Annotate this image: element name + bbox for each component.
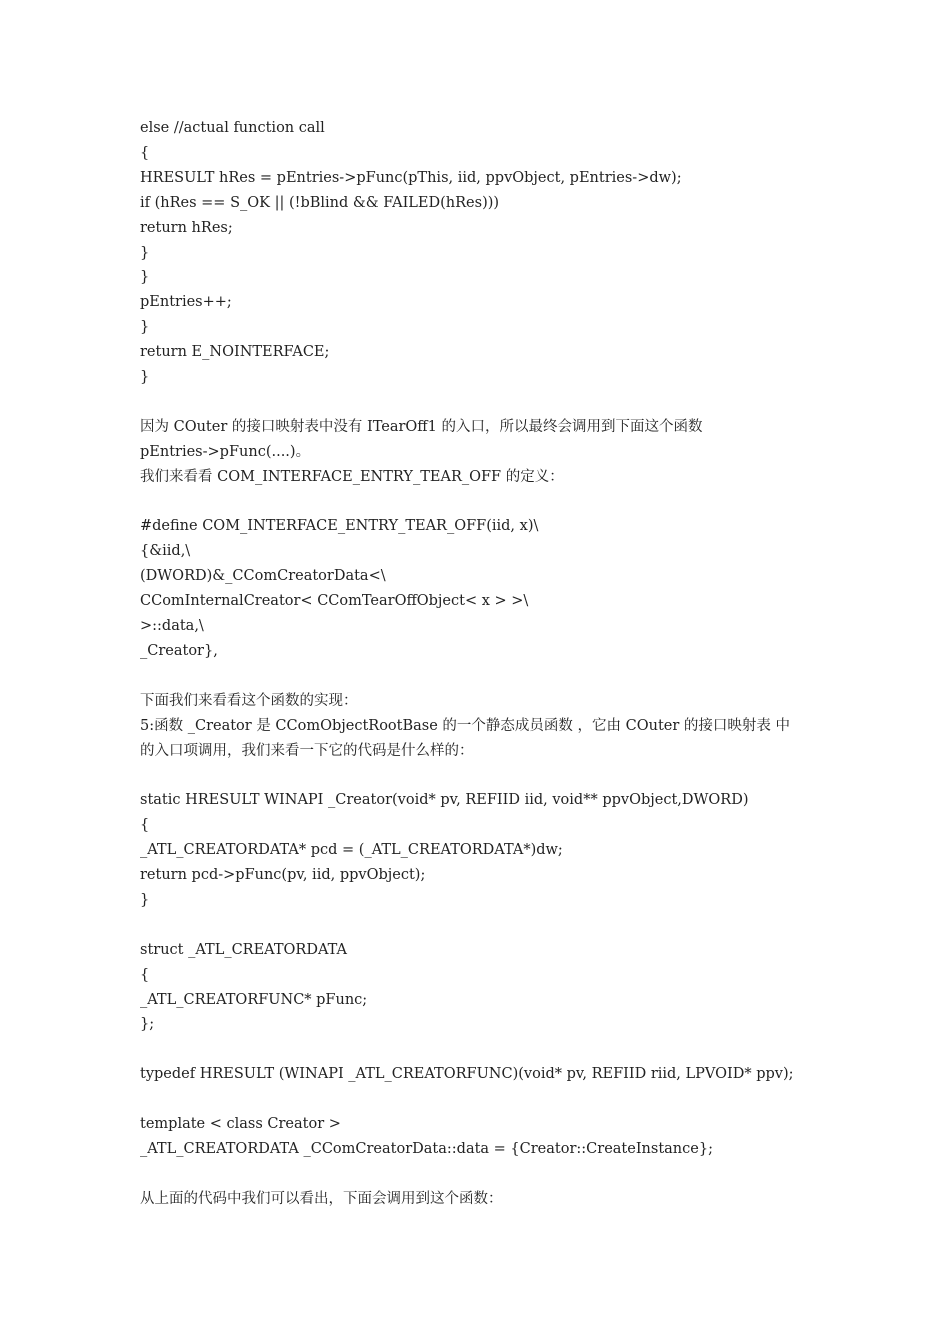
text-line: _ATL_CREATORDATA* pcd = (_ATL_CREATORDATA*)dw; [140,842,563,858]
text-line: } [140,319,150,335]
text-line: CComInternalCreator< CComTearOffObject< x > >\ [140,593,529,609]
text-line: _ATL_CREATORFUNC* pFunc; [140,992,368,1008]
text-line: if (hRes == S_OK || (!bBlind && FAILED(hRes))) [140,195,500,211]
text-line: pEntries->pFunc(....)。 [140,444,311,460]
text-line: } [140,269,150,285]
text-line: #define COM_INTERFACE_ENTRY_TEAR_OFF(iid, x)\ [140,518,539,534]
text-line: typedef HRESULT (WINAPI _ATL_CREATORFUNC)(void* pv, REFIID riid, LPVOID* ppv); [140,1066,794,1082]
text-line: return hRes; [140,220,233,236]
text-line: return E_NOINTERFACE; [140,344,330,360]
text-line: HRESULT hRes = pEntries->pFunc(pThis, iid, ppvObject, pEntries->dw); [140,170,682,186]
text-line: 下面我们来看看这个函数的实现： [140,693,358,709]
text-line: (DWORD)&_CComCreatorData<\ [140,568,386,584]
text-line: }; [140,1016,155,1032]
text-line: { [140,145,150,161]
text-line: 的入口项调用，我们来看一下它的代码是什么样的： [140,743,474,759]
text-line: _ATL_CREATORDATA _CComCreatorData::data = {Creator::CreateInstance}; [140,1141,713,1157]
text-line: struct _ATL_CREATORDATA [140,942,347,958]
text-line: static HRESULT WINAPI _Creator(void* pv, REFIID iid, void** ppvObject,DWORD) [140,792,749,808]
text-line: return pcd->pFunc(pv, iid, ppvObject); [140,867,426,883]
text-line: { [140,967,150,983]
text-line: >::data,\ [140,618,204,634]
text-line: } [140,369,150,385]
text-line: { [140,817,150,833]
text-line: 我们来看看 COM_INTERFACE_ENTRY_TEAR_OFF 的定义： [140,469,564,485]
text-line: } [140,892,150,908]
text-line: pEntries++; [140,294,232,310]
text-line: 因为 COuter 的接口映射表中没有 ITearOff1 的入口，所以最终会调用到下面这个函数 [140,419,703,435]
text-line: {&iid,\ [140,543,191,559]
text-line: else //actual function call [140,120,325,136]
text-line: _Creator}, [140,643,218,659]
text-line: 5:函数 _Creator 是 CComObjectRootBase 的一个静态成员函数 ，它由 COuter 的接口映射表 中 [140,718,791,734]
text-line: } [140,245,150,261]
text-line: 从上面的代码中我们可以看出，下面会调用到这个函数： [140,1191,503,1207]
text-line: template < class Creator > [140,1116,341,1132]
